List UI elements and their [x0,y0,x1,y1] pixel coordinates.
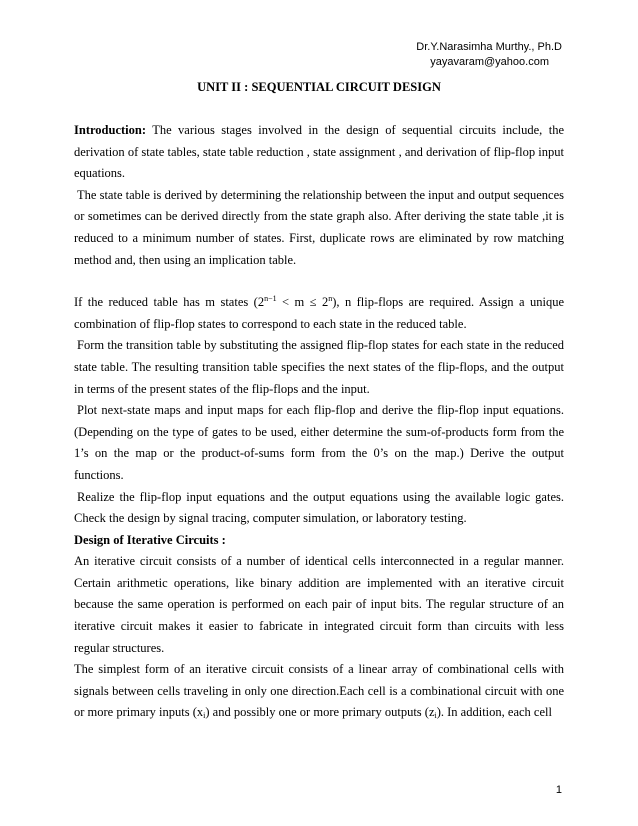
superscript: n [328,294,333,304]
superscript: n−1 [264,294,277,304]
page-number: 1 [555,784,562,796]
transition-table-paragraph: Form the transition table by substituting the assigned flip-flop states for each state in the reduced state table. The resulting transition table specifies the next states of the flip-flops, and the output in terms of the present states of the flip-flops and the input. [74,338,564,396]
text-segment: The simplest form of an iterative circuit consists of a linear array of combinational cells with signals between cells traveling in only one direction.Each cell is a combinational circuit with one or more primary inputs (x [74,662,564,720]
subscript: i [203,711,206,721]
intro-text: The various stages involved in the design of sequential circuits include, the derivation of state tables, state table reduction , state assignment , and derivation of flip-flop input equations. [74,123,564,181]
reduced-table-paragraph [74,292,564,335]
next-state-maps-paragraph: Plot next-state maps and input maps for each flip-flop and derive the flip-flop input equations. (Depending on the type of gates to be used, either determine the sum-of-products form from the 1’s on the map or the product-of-sums form from the 0’s on the map.) Derive the output functions. [74,403,564,482]
header-email: yayavaram@yahoo.com [430,56,549,68]
intro-label: Introduction: [74,123,147,137]
text-segment: ) and possibly one or more primary outputs (z [205,705,435,720]
linear-array-paragraph [74,659,564,724]
header-author: Dr.Y.Narasimha Murthy., Ph.D [416,41,562,53]
document-body [74,120,564,724]
paragraph-gap [74,271,564,292]
subscript: i [434,711,437,721]
text-segment: ), n flip-flops are required. Assign a unique combination of flip-flop states to correspond to each state in the reduced table. [74,295,564,331]
iterative-circuit-paragraph: An iterative circuit consists of a number of identical cells interconnected in a regular manner. Certain arithmetic operations, like binary addition are implemented with an iterative circuit because the same operation is performed on each pair of input bits. The regular structure of an iterative circuit makes it easier to fabricate in integrated circuit form than circuits with less regular structures. [74,554,564,655]
text-segment: ). In addition, each cell [436,705,552,720]
page-title: UNIT II : SEQUENTIAL CIRCUIT DESIGN [197,80,441,94]
page-header [416,40,562,70]
state-table-paragraph: The state table is derived by determining the relationship between the input and output sequences or sometimes can be derived directly from the state graph also. After deriving the state table ,it is reduced to a minimum number of states. First, duplicate rows are eliminated by row matching method and, then using an implication table. [74,187,564,267]
text-segment: If the reduced table has m states (2 [74,295,265,310]
section-heading: Design of Iterative Circuits : [74,532,226,547]
intro-paragraph [74,120,564,185]
realize-equations-paragraph: Realize the flip-flop input equations and the output equations using the available logic gates. Check the design by signal tracing, computer simulation, or laboratory testing. [74,489,564,526]
text-segment: < m ≤ 2 [276,295,329,310]
